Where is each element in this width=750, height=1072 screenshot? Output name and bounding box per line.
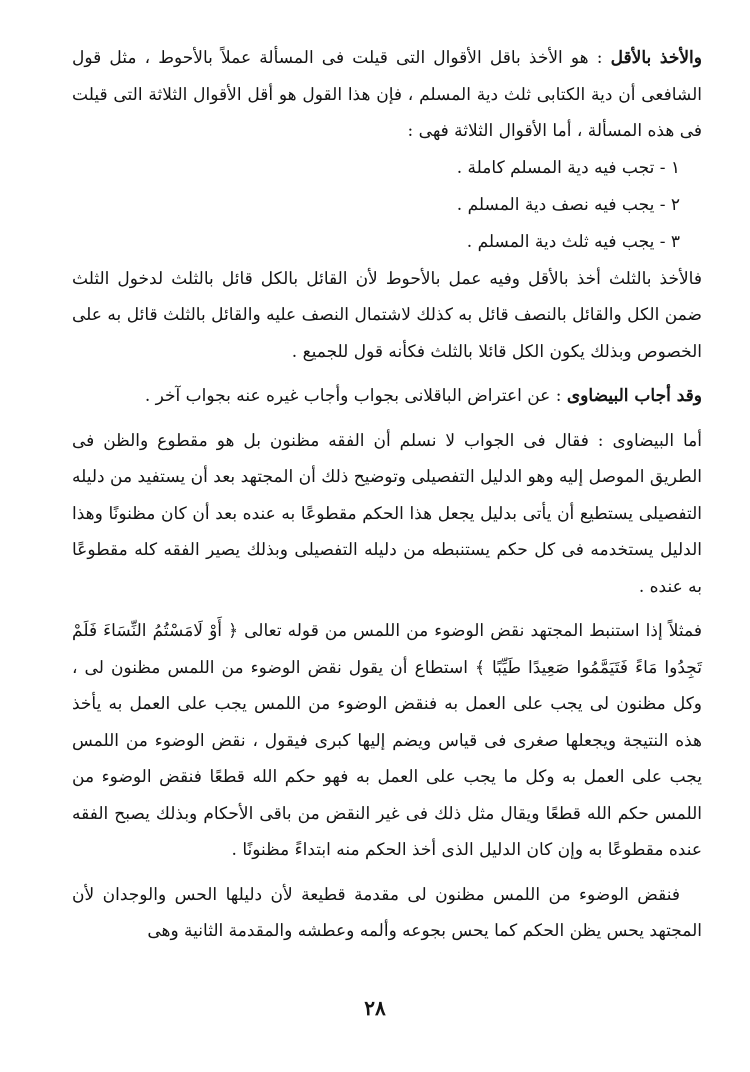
spacer	[72, 415, 702, 423]
spacer	[72, 370, 702, 378]
page-number: ٢٨	[364, 996, 386, 1020]
paragraph-third: فالأخذ بالثلث أخذ بالأقل وفيه عمل بالأحوط لأن القائل بالكل قائل بالثلث لدخول الثلث ضمن الكل والقائل بالنصف قائل به كذلك لاشتمال النصف عليه والقائل بالثلث قائل به على الخصوص وبذلك يكون الكل قائلا بالثلث فكأنه قول للجميع .	[72, 268, 702, 362]
spacer	[72, 869, 702, 877]
opinions-list	[72, 150, 702, 261]
paragraph-baydawi-answer	[72, 378, 702, 415]
list-item: ٢ - يجب فيه نصف دية المسلم .	[456, 194, 680, 215]
term-heading: والأخذ بالأقل	[610, 48, 702, 68]
paragraph-premise: فنقض الوضوء من اللمس مظنون لى مقدمة قطيعة لأن دليلها الحس والوجدان لأن المجتهد يحس يظن الحكم كما يحس بجوعه وألمه وعطشه والمقدمة الثانية وهى	[72, 884, 702, 941]
paragraph-baydawi-detail: أما البيضاوى : فقال فى الجواب لا نسلم أن الفقه مظنون بل هو مقطوع والظن فى الطريق الموصل إليه وهو الدليل التفصيلى وتوضيح ذلك أن المجتهد بعد أن يستفيد من دليله التفصيلى يستطيع أن يأتى بدليل يجعل هذا الحكم مقطوعًا به عنده بعد أن كان مظنونًا وهذا الدليل يستخدمه فى كل حكم يستنبطه من دليله التفصيلى وبذلك يصير الفقه كله مقطوعًا به عنده .	[72, 430, 702, 597]
spacer	[72, 605, 702, 613]
term-heading: وقد أجاب البيضاوى	[566, 386, 702, 406]
paragraph-text: : عن اعتراض الباقلانى بجواب وأجاب غيره عنه بجواب آخر .	[144, 386, 567, 406]
list-item: ٣ - يجب فيه ثلث دية المسلم .	[466, 231, 680, 252]
paragraph-text: : هو الأخذ باقل الأقوال التى قيلت فى المسألة عملاً بالأحوط ، مثل قول الشافعى أن دية الكتابى ثلث دية المسلم ، فإن هذا القول هو أقل الأقوال الثلاثة التى قيلت فى هذه المسألة ، أما الأقوال الثلاثة فهى :	[72, 48, 702, 141]
paragraph-taking-the-least	[72, 40, 702, 150]
list-item: ١ - تجب فيه دية المسلم كاملة .	[456, 157, 680, 178]
paragraph-example: فمثلاً إذا استنبط المجتهد نقض الوضوء من اللمس من قوله تعالى ﴿ أَوْ لَامَسْتُمُ النِّسَاءَ فَلَمْ تَجِدُوا مَاءً فَتَيَمَّمُوا صَعِيدًا طَيِّبًا ﴾ استطاع أن يقول نقض الوضوء من اللمس مظنون لى ، وكل مظنون لى يجب على العمل به فنقض الوضوء من اللمس يجب على العمل به يأخذ هذه النتيجة ويجعلها صغرى فى قياس ويضم إليها كبرى فيقول ، نقض الوضوء من اللمس يجب على العمل به وكل ما يجب على العمل به فهو حكم الله قطعًا فنقض الوضوء من اللمس حكم الله قطعًا ويقال مثل ذلك فى غير النقض من باقى الأحكام وبذلك يصبح الفقه عنده مقطوعًا به وإن كان الدليل الذى أخذ الحكم منه ابتداءً مظنونًا .	[72, 621, 702, 860]
